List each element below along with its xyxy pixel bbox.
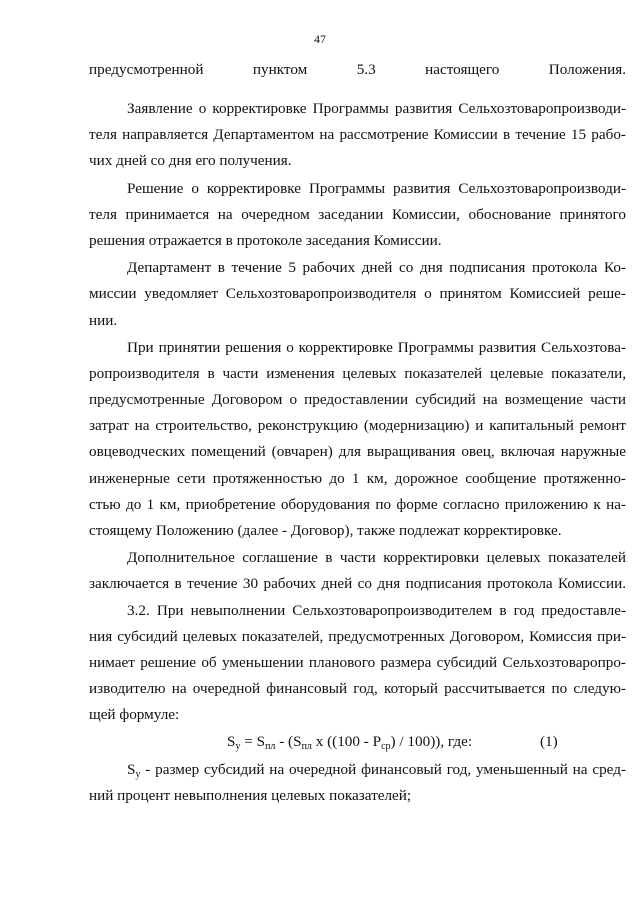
text-line: Департамент в течение 5 рабочих дней со дня подписания протокола Ко- <box>127 259 626 276</box>
text-line: ропроизводителя в части изменения целевых показателей целевые показатели, <box>89 365 626 382</box>
text-line: Решение о корректировке Программы развития Сельхозтоваропроизводи- <box>127 180 626 197</box>
text-line: При принятии решения о корректировке Программы развития Сельхозтова- <box>127 339 626 356</box>
text-line: решения отражается в протоколе заседания Комиссии. <box>89 232 442 249</box>
text-line: 3.2. При невыполнении Сельхозтоваропроизводителем в год предоставле- <box>127 602 626 619</box>
text-line: Дополнительное соглашение в части корректировки целевых показателей <box>127 549 626 566</box>
definition-line: $S_у$ - размер субсидий на очередной финансовый год, уменьшенный на сред- <box>127 761 626 780</box>
text-line: затрат на строительство, реконструкцию (модернизацию) и капитальный ремонт <box>89 417 626 434</box>
text-line: щей формуле: <box>89 706 180 723</box>
text-line: заключается в течение 30 рабочих дней со дня подписания протокола Комиссии. <box>89 575 626 592</box>
text-line: нимает решение об уменьшении планового размера субсидий Сельхозтоваропро- <box>89 654 626 671</box>
text-line: ний процент невыполнения целевых показателей; <box>89 787 412 804</box>
text-line: стоящему Положению (далее - Договор), также подлежат корректировке. <box>89 522 562 539</box>
text-line: овцеводческих помещений (овчарен) для выращивания овец, включая наружные <box>89 443 626 460</box>
text-line: инженерные сети протяженностью до 1 км, дорожное сообщение протяженно- <box>89 470 626 487</box>
formula-number: (1) <box>540 733 558 750</box>
text-line: миссии уведомляет Сельхозтоваропроизводителя о принятом Комиссией реше- <box>89 285 626 302</box>
text-line: чих дней со дня его получения. <box>89 152 292 169</box>
text-line: теля принимается на очередном заседании Комиссии, обоснование принятого <box>89 206 626 223</box>
text-line: теля направляется Департаментом на рассмотрение Комиссии в течение 15 рабо- <box>89 126 626 143</box>
text-line: изводителю на очередной финансовый год, который рассчитывается по следую- <box>89 680 626 697</box>
text-line: Заявление о корректировке Программы развития Сельхозтоваропроизводи- <box>127 100 626 117</box>
text-line: ния субсидий целевых показателей, предусмотренных Договором, Комиссия при- <box>89 628 626 645</box>
text-line: нии. <box>89 312 118 329</box>
text-line: предусмотренные Договором о предоставлении субсидий на возмещение части <box>89 391 626 408</box>
formula-expression: $S_у = S_{пл} - (S_{пл}$ x $((100 - P_{ср}) / 100)$), где: <box>227 733 473 752</box>
page-number: 47 <box>314 32 326 46</box>
text-line: предусмотренной пунктом 5.3 настоящего Положения. <box>89 61 626 78</box>
text-line: стью до 1 км, приобретение оборудования по форме согласно приложению к на- <box>89 496 626 513</box>
